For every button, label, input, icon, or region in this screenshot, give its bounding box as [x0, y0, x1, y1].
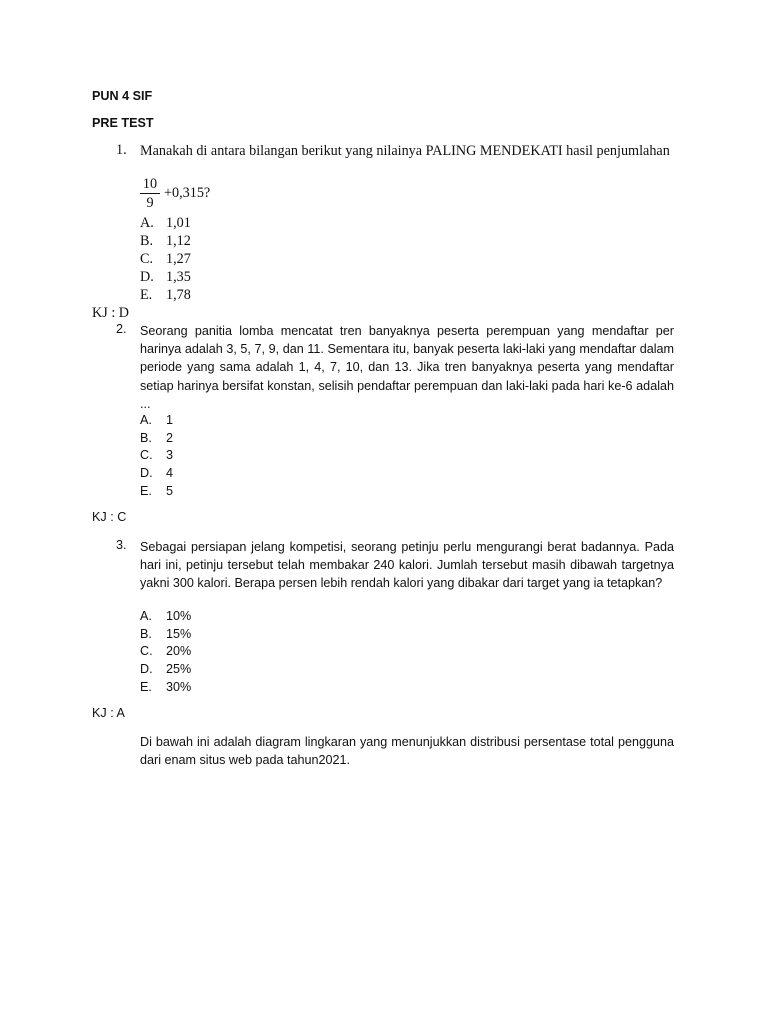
option-letter: E. [140, 484, 152, 498]
option-letter: A. [140, 413, 152, 427]
document-title: PUN 4 SIF [92, 89, 153, 103]
option-letter: B. [140, 431, 152, 445]
option-value: 2 [166, 431, 174, 445]
option-letter: E. [140, 680, 152, 694]
question-1-option-a [140, 214, 191, 232]
option-value: 1,27 [166, 251, 191, 267]
question-2-option-a [140, 411, 173, 429]
option-value: 30% [166, 680, 192, 694]
fraction-suffix: +0,315? [164, 185, 211, 201]
question-3-number: 3. [116, 538, 127, 552]
document-subtitle: PRE TEST [92, 116, 154, 130]
question-3-answer-key: KJ : A [92, 706, 125, 720]
option-letter: D. [140, 466, 153, 480]
fraction-denominator: 9 [146, 195, 154, 211]
question-1-number: 1. [116, 142, 127, 158]
fraction-numerator: 10 [142, 176, 158, 192]
question-2-text: Seorang panitia lomba mencatat tren banyaknya peserta perempuan yang mendaftar per harinya adalah 3, 5, 7, 9, dan 11. Sementara itu, banyak peserta laki-laki yang mendaftar dalam periode yang sama adalah 1, 4, 7, 10, dan 13. Jika tren banyaknya peserta yang mendaftar setiap harinya bersifat konstan, selisih pendaftar perempuan dan laki-laki pada hari ke-6 adalah ... [140, 324, 674, 411]
question-2-option-c [140, 446, 173, 464]
option-value: 3 [166, 448, 174, 462]
option-value: 1,01 [166, 215, 191, 231]
question-1-text: Manakah di antara bilangan berikut yang nilainya PALING MENDEKATI hasil penjumlahan [140, 143, 670, 159]
question-1-answer-key: KJ : D [92, 305, 130, 321]
fraction-bar [140, 193, 160, 194]
question-2-number: 2. [116, 322, 127, 336]
option-value: 5 [166, 484, 174, 498]
question-3-text: Sebagai persiapan jelang kompetisi, seorang petinju perlu mengurangi berat badannya. Pada hari ini, petinju tersebut telah membakar 240 kalori. Jumlah tersebut masih dibawah targetnya yakni 300 kalori. Berapa persen lebih rendah kalori yang dibakar dari target yang ia tetapkan? [140, 540, 674, 591]
option-letter: D. [140, 269, 154, 285]
question-3-option-c [140, 642, 191, 660]
question-3-option-d [140, 660, 191, 678]
question-2-option-e [140, 482, 173, 500]
option-value: 4 [166, 466, 174, 480]
question-1-option-e [140, 286, 191, 304]
option-letter: C. [140, 251, 154, 267]
question-1-fraction [140, 176, 210, 211]
option-value: 15% [166, 627, 192, 641]
option-letter: C. [140, 644, 153, 658]
question-3-option-b [140, 625, 191, 643]
option-letter: B. [140, 233, 154, 249]
option-letter: A. [140, 215, 154, 231]
question-3-option-e [140, 678, 191, 696]
option-letter: C. [140, 448, 153, 462]
option-letter: D. [140, 662, 153, 676]
option-value: 25% [166, 662, 192, 676]
question-3-option-a [140, 607, 191, 625]
option-letter: E. [140, 287, 153, 303]
option-value: 1 [166, 413, 174, 427]
option-letter: A. [140, 609, 152, 623]
question-1-option-d [140, 268, 191, 286]
question-1-option-b [140, 232, 191, 250]
option-value: 20% [166, 644, 192, 658]
option-letter: B. [140, 627, 152, 641]
question-1-option-c [140, 250, 191, 268]
option-value: 10% [166, 609, 192, 623]
question-2-option-b [140, 429, 173, 447]
question-2-option-d [140, 464, 173, 482]
option-value: 1,78 [166, 287, 191, 303]
closing-paragraph: Di bawah ini adalah diagram lingkaran yang menunjukkan distribusi persentase total pengguna dari enam situs web pada tahun2021. [140, 735, 674, 768]
option-value: 1,35 [166, 269, 191, 285]
question-2-answer-key: KJ : C [92, 510, 127, 524]
option-value: 1,12 [166, 233, 191, 249]
